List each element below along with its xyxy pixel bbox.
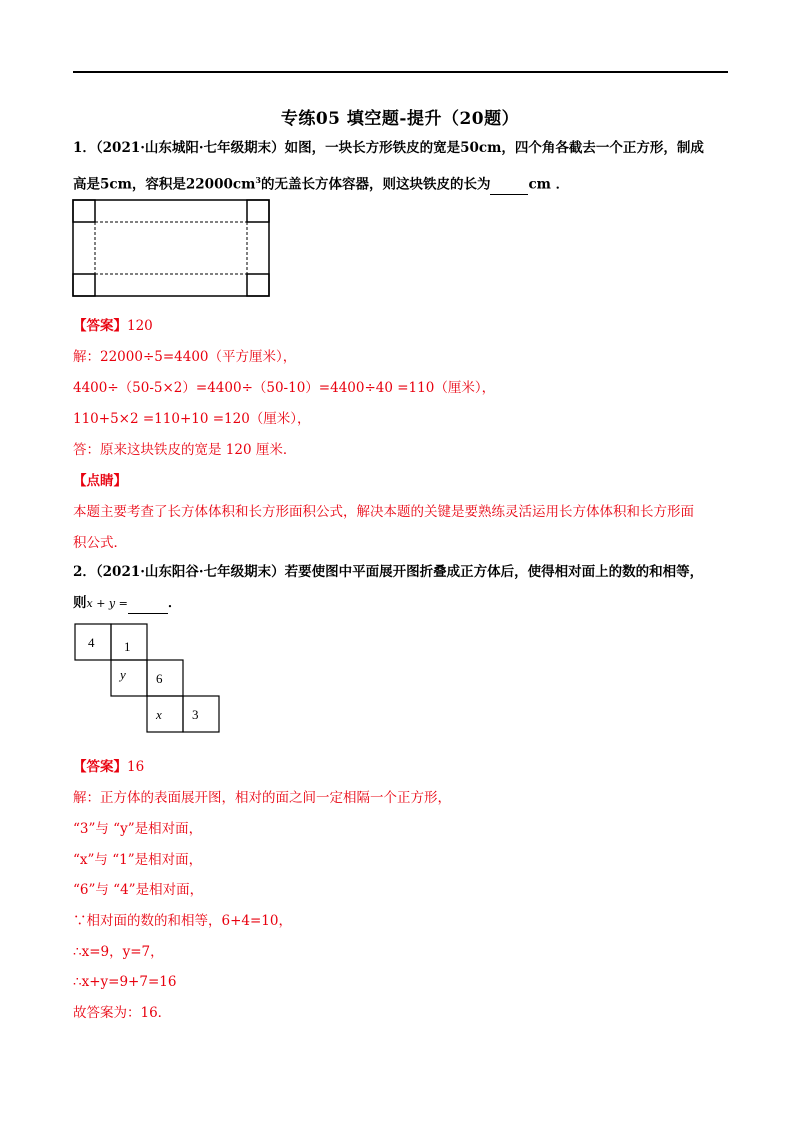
header-rule <box>73 71 728 73</box>
net-label-x: x <box>156 707 162 722</box>
q2-solution-6: ∴x=9，y=7， <box>73 944 164 960</box>
net-label-y: y <box>120 667 126 682</box>
net-label-6: 6 <box>156 671 163 686</box>
q2-solution-1: 解：正方体的表面展开图，相对的面之间一定相隔一个正方形， <box>73 790 451 806</box>
q1-answer-value: 120 <box>127 318 153 334</box>
q2-answer <box>73 757 144 777</box>
q1-text-b-sup: 3 <box>255 175 261 185</box>
q1-source: （2021·山东城阳·七年级期末） <box>95 140 285 156</box>
q1-text-a: 如图，一块长方形铁皮的宽是50cm，四个角各截去一个正方形，制成 <box>284 140 704 156</box>
q2-answer-value: 16 <box>127 759 145 775</box>
q2-solution-5: ∵相对面的数的和相等，6+4=10， <box>73 913 292 929</box>
q1-solution-2: 4400÷（50-5×2）=4400÷（50-10）=4400÷40 =110（厘米）， <box>73 380 496 396</box>
q2-solution-7: ∴x+y=9+7=16 <box>73 974 177 990</box>
net-label-4: 4 <box>88 635 95 650</box>
q1-text-b3: cm ． <box>528 176 570 193</box>
q2-line-2 <box>73 593 181 614</box>
q2-cube-net-diagram <box>74 623 220 735</box>
q2-expression: x + y = <box>86 597 128 610</box>
q1-comment-1: 本题主要考查了长方体体积和长方形面积公式，解决本题的关键是要熟练灵活运用长方体体积和长方形面 <box>73 504 694 520</box>
q1-line-2 <box>73 170 569 195</box>
q2-answer-label: 【答案】 <box>73 759 127 775</box>
q1-comment-label: 【点睛】 <box>73 473 127 489</box>
q2-solution-8: 故答案为：16． <box>73 1005 172 1021</box>
q1-solution-4: 答：原来这块铁皮的宽是 120 厘米． <box>73 442 297 458</box>
q2-answer-blank <box>128 597 168 614</box>
q1-solution-1: 解：22000÷5=4400（平方厘米）， <box>73 349 297 365</box>
q2-solution-3: “x”与 “1”是相对面， <box>73 852 203 868</box>
q2-text-b3: ． <box>167 595 182 611</box>
q1-line-1 <box>73 138 704 158</box>
q1-solution-3: 110+5×2 =110+10 =120（厘米）， <box>73 411 311 427</box>
q2-number: 2． <box>73 564 96 580</box>
net-label-1: 1 <box>124 639 131 654</box>
q2-line-1 <box>73 562 703 582</box>
q1-text-b1: 高是5cm，容积是22000cm <box>73 176 256 193</box>
page-title: 专练05 填空题-提升（20题） <box>280 109 520 129</box>
q1-sheet-diagram <box>72 199 272 299</box>
q2-solution-2: “3”与 “y”是相对面， <box>73 821 203 837</box>
q1-answer-blank <box>490 178 528 195</box>
q2-text-b1: 则 <box>73 595 87 611</box>
q2-text-a: 若要使图中平面展开图折叠成正方体后，使得相对面上的数的和相等， <box>284 564 704 580</box>
net-label-3: 3 <box>192 707 199 722</box>
q1-text-b2: 的无盖长方体容器，则这块铁皮的长为 <box>260 176 491 193</box>
q2-source: （2021·山东阳谷·七年级期末） <box>95 564 285 580</box>
q2-solution-4: “6”与 “4”是相对面， <box>73 882 204 898</box>
q1-answer <box>73 316 153 336</box>
q1-number: 1． <box>73 140 96 156</box>
q1-answer-label: 【答案】 <box>73 318 127 334</box>
q1-comment-2: 积公式． <box>73 535 127 551</box>
